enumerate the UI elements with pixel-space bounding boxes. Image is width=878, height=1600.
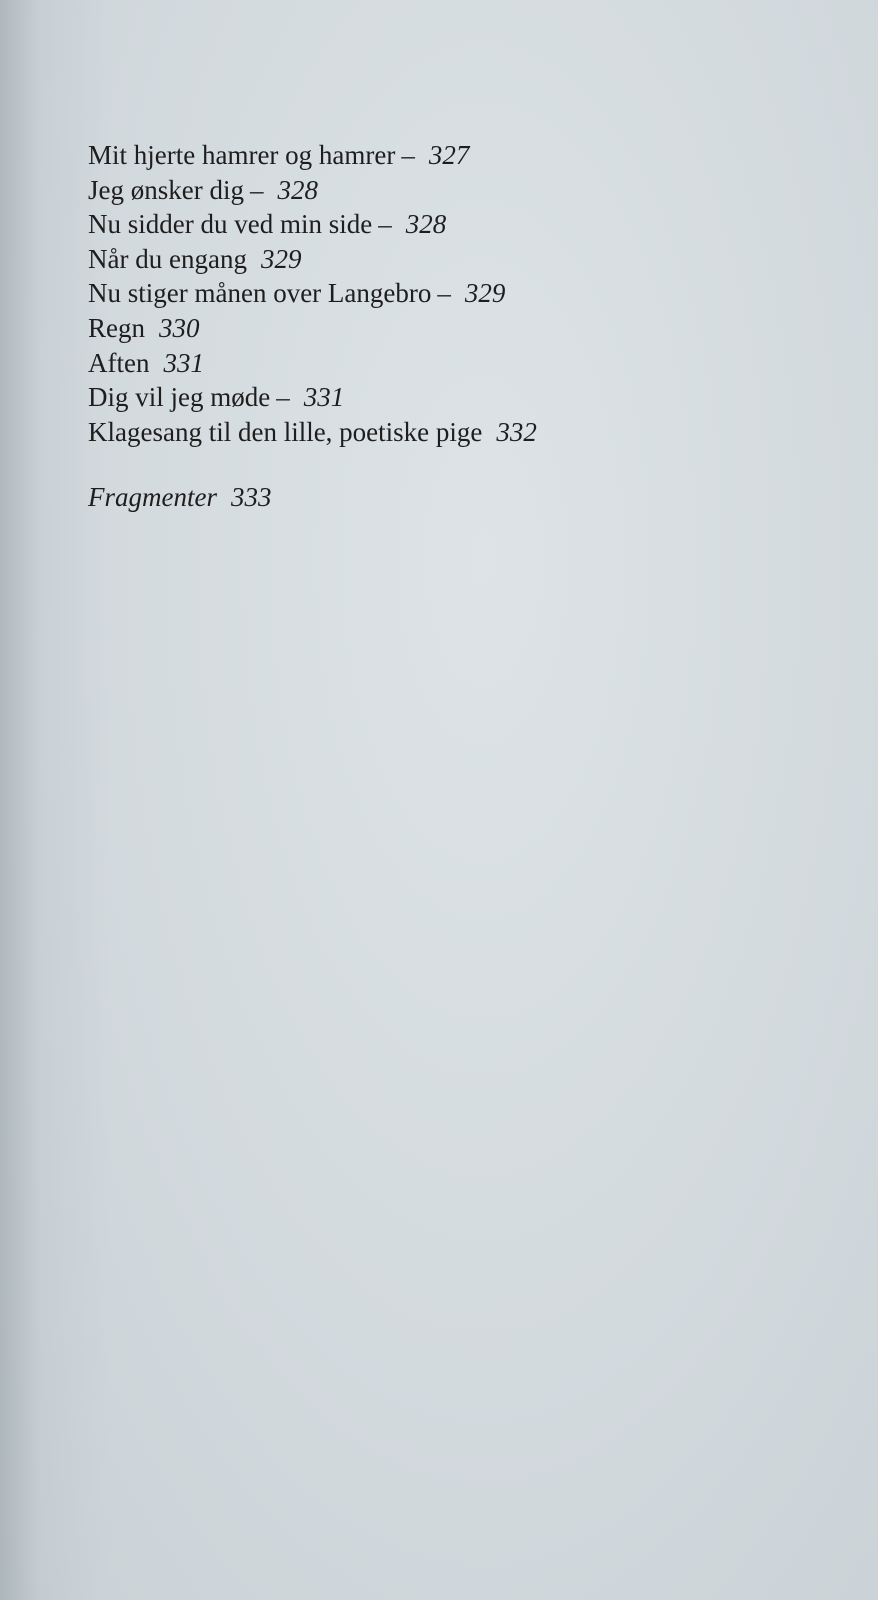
toc-entry: [88, 346, 537, 381]
entry-dash: –: [401, 140, 415, 170]
entry-dash: –: [378, 209, 392, 240]
entry-page-number: 331: [163, 347, 204, 378]
entry-dash: –: [276, 382, 290, 413]
entry-page-number: 329: [464, 278, 506, 309]
toc-entry: [88, 415, 537, 450]
toc-entry: [88, 276, 537, 311]
entry-title: Dig vil jeg møde: [88, 382, 271, 413]
entry-page-number: 328: [405, 209, 447, 240]
entry-page-number: 327: [428, 140, 470, 170]
toc-entry: [88, 380, 537, 415]
entry-page-number: 332: [496, 416, 537, 447]
entry-title: Nu sidder du ved min side: [88, 209, 373, 240]
section-page-number: 333: [230, 482, 272, 512]
entry-title: Aften: [88, 347, 150, 378]
entry-title: Når du engang: [88, 243, 247, 274]
entry-title: Nu stiger månen over Langebro: [88, 278, 432, 309]
entry-page-number: 329: [260, 243, 302, 274]
toc-section-entry: [88, 480, 271, 515]
toc-entry: [88, 138, 537, 173]
entry-title: Klagesang til den lille, poetiske pige: [88, 416, 483, 447]
entry-dash: –: [437, 278, 451, 309]
table-of-contents: [88, 138, 537, 449]
toc-entry: [88, 207, 537, 242]
entry-title: Mit hjerte hamrer og hamrer: [88, 140, 396, 170]
section-title: Fragmenter: [88, 482, 217, 512]
entry-title: Jeg ønsker dig: [88, 174, 244, 205]
entry-title: Regn: [88, 312, 145, 343]
toc-entry: [88, 242, 537, 277]
toc-entry: [88, 173, 537, 208]
toc-entry: [88, 311, 537, 346]
entry-page-number: 330: [159, 312, 200, 343]
entry-dash: –: [249, 174, 264, 205]
entry-page-number: 331: [303, 382, 345, 413]
entry-page-number: 328: [277, 174, 318, 205]
